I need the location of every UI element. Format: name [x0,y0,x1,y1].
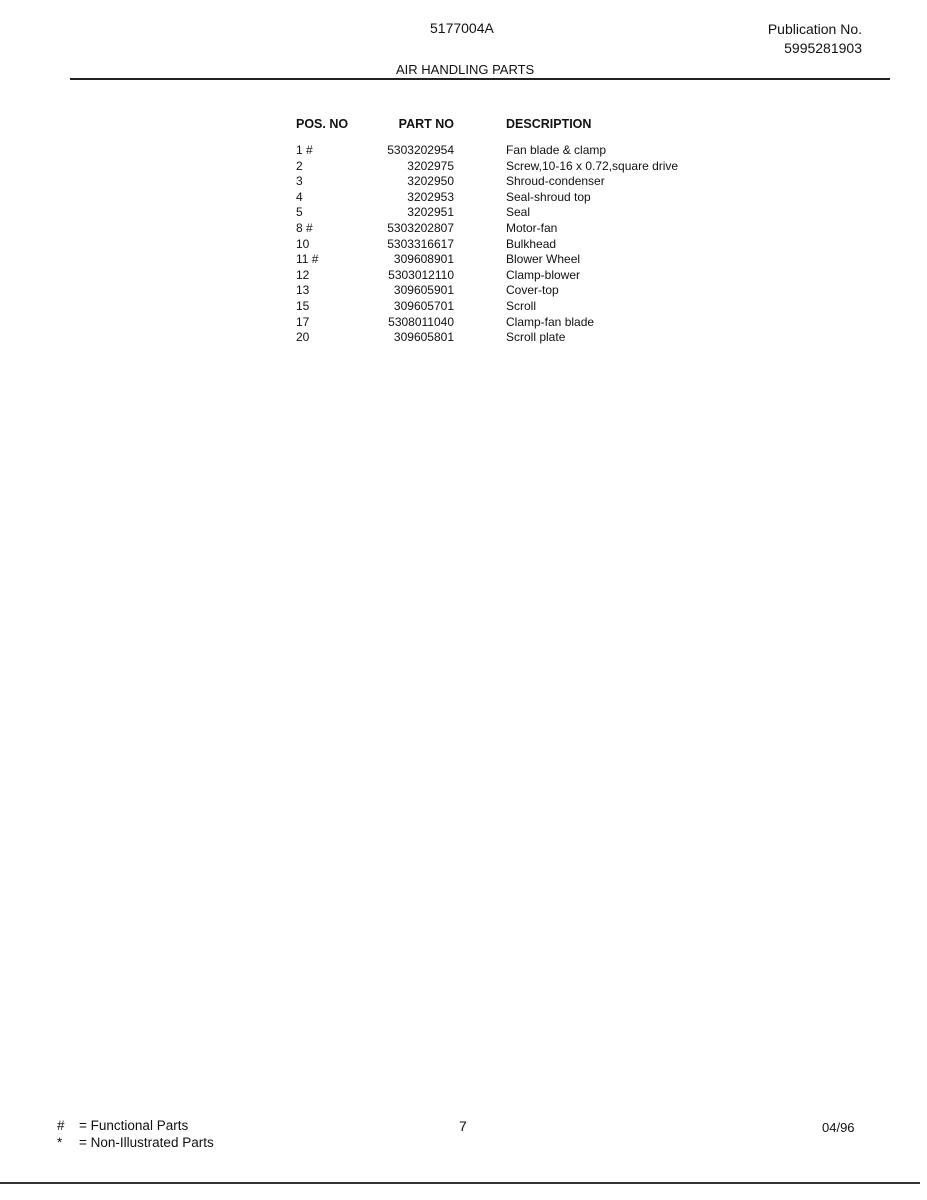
cell-part-number: 3202953 [407,189,454,204]
cell-spacer [454,252,506,268]
table-row [296,174,726,190]
legend-symbol: * [57,1135,63,1150]
model-number: 5177004A [430,20,494,36]
cell-spacer [454,299,506,315]
cell-part-number: 309605801 [393,330,454,345]
legend [57,1117,214,1151]
cell-pos: 2 [296,158,303,173]
cell-part-number: 5303202954 [387,143,454,157]
legend-row-functional [57,1117,214,1134]
cell-spacer [454,205,506,221]
cell-part-number: 5303316617 [387,236,454,251]
cell-description: Screw,10-16 x 0.72,square drive [506,158,679,173]
revision-date: 04/96 [822,1120,855,1135]
cell-pos: 1 # [296,143,313,157]
table-row [296,205,726,221]
table-header-row [296,117,726,143]
cell-description: Seal-shroud top [506,189,591,204]
table-row [296,190,726,206]
cell-part-number: 309605701 [393,298,454,313]
table-row [296,330,726,346]
column-spacer [454,117,506,143]
legend-equals: = [79,1118,87,1133]
cell-spacer [454,174,506,190]
cell-description: Shroud-condenser [506,174,605,189]
cell-part-number: 309608901 [393,252,454,267]
cell-part-number: 3202951 [407,205,454,220]
parts-table-body [296,143,726,346]
cell-spacer [454,268,506,284]
cell-pos: 11 # [296,252,319,267]
table-row [296,252,726,268]
table-row [296,283,726,299]
cell-spacer [454,283,506,299]
cell-spacer [454,143,506,159]
cell-part-number: 5303012110 [388,267,454,282]
header-divider [70,78,890,80]
cell-description: Clamp-fan blade [506,314,595,329]
cell-description: Seal [506,205,531,220]
table-row [296,221,726,237]
cell-description: Clamp-blower [506,267,581,282]
table-row [296,299,726,315]
table-row [296,143,726,159]
cell-pos: 5 [296,205,303,220]
cell-part-number: 3202950 [407,174,454,189]
publication-label: Publication No. [767,21,862,37]
cell-pos: 8 # [296,220,313,235]
cell-pos: 4 [296,189,303,204]
column-header-part: PART NO [398,117,454,131]
page-number: 7 [459,1118,467,1134]
cell-spacer [454,315,506,331]
parts-table [296,117,726,346]
cell-description: Blower Wheel [506,252,581,267]
cell-part-number: 3202975 [407,158,454,173]
legend-row-non-illustrated [57,1134,214,1151]
publication-block [760,20,862,58]
cell-part-number: 5303202807 [387,220,454,235]
cell-spacer [454,190,506,206]
cell-part-number: 5308011040 [388,314,454,329]
cell-pos: 13 [296,283,310,298]
cell-description: Scroll plate [506,330,566,345]
cell-spacer [454,237,506,253]
cell-description: Fan blade & clamp [506,143,607,157]
cell-pos: 12 [296,267,310,282]
publication-number: 5995281903 [784,40,862,56]
table-row [296,159,726,175]
cell-description: Motor-fan [506,220,558,235]
cell-spacer [454,330,506,346]
legend-symbol: # [57,1118,65,1133]
column-header-pos: POS. NO [296,117,349,131]
column-header-description: DESCRIPTION [506,117,592,131]
table-row [296,315,726,331]
footer-divider [0,1182,920,1184]
cell-pos: 15 [296,298,310,313]
cell-pos: 3 [296,174,303,189]
table-row [296,268,726,284]
cell-description: Scroll [506,298,537,313]
cell-spacer [454,159,506,175]
cell-pos: 17 [296,314,310,329]
table-row [296,237,726,253]
cell-part-number: 309605901 [393,283,454,298]
cell-pos: 20 [296,330,310,345]
legend-text: Non-Illustrated Parts [90,1135,214,1150]
section-title: AIR HANDLING PARTS [396,62,535,77]
cell-pos: 10 [296,236,310,251]
cell-description: Bulkhead [506,236,557,251]
cell-spacer [454,221,506,237]
cell-description: Cover-top [506,283,559,298]
legend-text: Functional Parts [90,1118,189,1133]
legend-equals: = [79,1135,87,1150]
